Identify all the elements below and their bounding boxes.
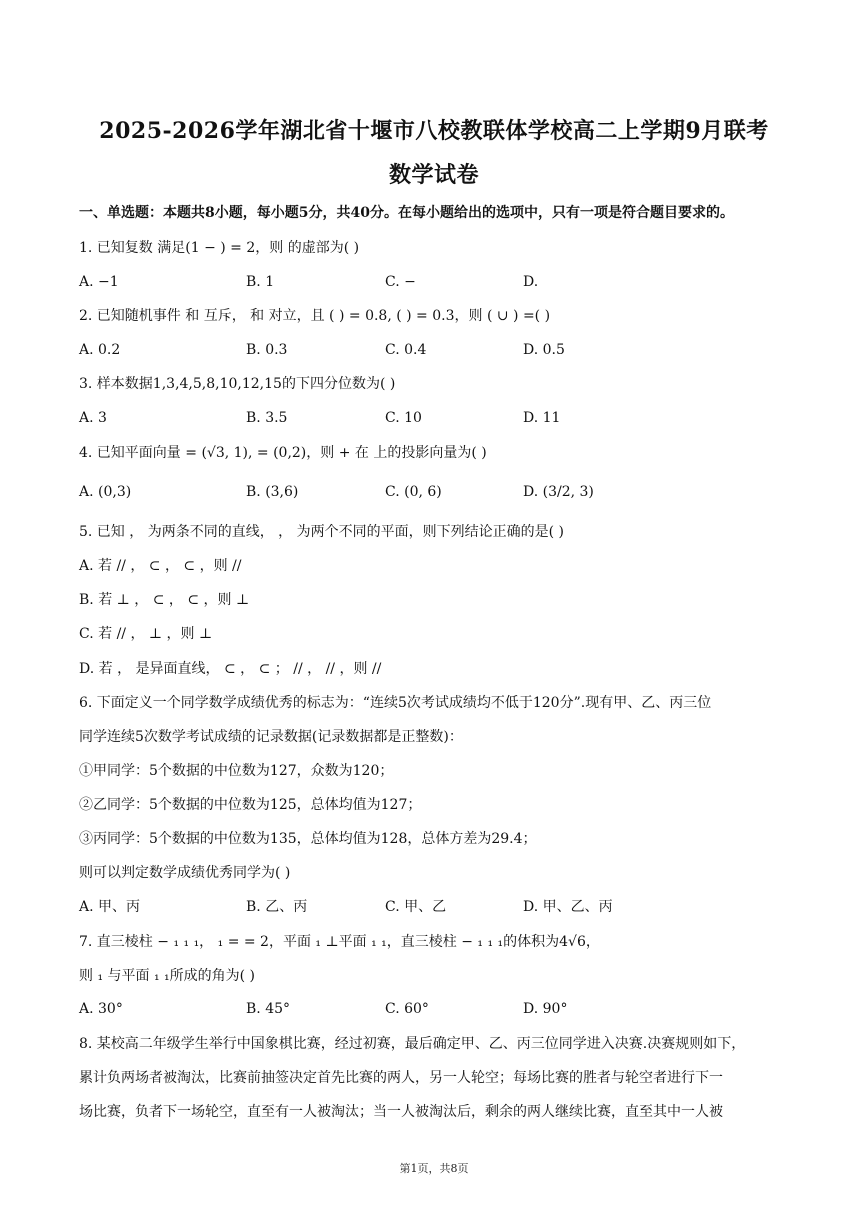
question-5-option-c: C. 若 // ， ⊥ ，则 ⊥ bbox=[79, 626, 213, 642]
option-d: D. 90° bbox=[523, 1001, 568, 1017]
option-c: C. (0, 6) bbox=[385, 484, 442, 500]
exam-subtitle: 数学试卷 bbox=[388, 162, 479, 188]
question-5-option-b: B. 若 ⊥ ， ⊂ ， ⊂ ，则 ⊥ bbox=[79, 592, 250, 608]
question-3-stem: 3. 样本数据1,3,4,5,8,10,12,15的下四分位数为( ) bbox=[79, 376, 396, 392]
question-7-stem-line2: 则 ₁ 与平面 ₁ ₁所成的角为( ) bbox=[79, 968, 256, 984]
option-b: B. 45° bbox=[246, 1001, 291, 1017]
option-c: C. 10 bbox=[385, 410, 422, 426]
option-a: A. (0,3) bbox=[79, 484, 132, 500]
option-c: C. 0.4 bbox=[385, 342, 427, 358]
option-b: B. 0.3 bbox=[246, 342, 288, 358]
question-6-item-3: ③丙同学：5个数据的中位数为135，总体均值为128，总体方差为29.4； bbox=[79, 831, 537, 847]
question-5-option-d: D. 若 ， 是异面直线， ⊂ ， ⊂ ； // ， // ，则 // bbox=[79, 661, 382, 677]
question-2-stem: 2. 已知随机事件 和 互斥， 和 对立，且 ( ) = 0.8, ( ) = 0.3，则 ( ∪ ) =( ) bbox=[79, 308, 551, 324]
option-b: B. 1 bbox=[246, 274, 275, 290]
question-6-stem-line2: 同学连续5次数学考试成绩的记录数据(记录数据都是正整数)： bbox=[79, 729, 463, 745]
option-c: C. 甲、乙 bbox=[385, 899, 447, 915]
option-a: A. 0.2 bbox=[79, 342, 121, 358]
option-d: D. 0.5 bbox=[523, 342, 565, 358]
question-6-item-2: ②乙同学：5个数据的中位数为125，总体均值为127； bbox=[79, 797, 422, 813]
option-d: D. (3/2, 3) bbox=[523, 484, 594, 500]
option-d: D. bbox=[523, 274, 539, 290]
option-a: A. 3 bbox=[79, 410, 107, 426]
question-8-line1: 8. 某校高二年级学生举行中国象棋比赛，经过初赛，最后确定甲、乙、丙三位同学进入决赛.决赛规则如下， bbox=[79, 1036, 746, 1052]
question-7-stem-line1: 7. 直三棱柱 − ₁ ₁ ₁， ₁ = = 2，平面 ₁ ⊥平面 ₁ ₁，直三棱柱 − ₁ ₁ ₁的体积为4√6， bbox=[79, 934, 600, 950]
question-8-line2: 累计负两场者被淘汰，比赛前抽签决定首先比赛的两人，另一人轮空；每场比赛的胜者与轮空者进行下一 bbox=[79, 1070, 723, 1086]
option-b: B. 3.5 bbox=[246, 410, 288, 426]
question-6-stem-line1: 6. 下面定义一个同学数学成绩优秀的标志为：“连续5次考试成绩均不低于120分”.现有甲、乙、丙三位 bbox=[79, 695, 712, 711]
option-a: A. 甲、丙 bbox=[79, 899, 141, 915]
option-d: D. 甲、乙、丙 bbox=[523, 899, 613, 915]
exam-title: 2025-2026学年湖北省十堰市八校教联体学校高二上学期9月联考 bbox=[99, 118, 769, 144]
option-b: B. (3,6) bbox=[246, 484, 299, 500]
page-footer: 第1页，共8页 bbox=[399, 1162, 469, 1175]
question-4-stem: 4. 已知平面向量 = (√3, 1), = (0,2)，则 + 在 上的投影向量为( ) bbox=[79, 445, 487, 461]
option-a: A. 30° bbox=[79, 1001, 123, 1017]
question-6-ask: 则可以判定数学成绩优秀同学为( ) bbox=[79, 865, 291, 881]
option-d: D. 11 bbox=[523, 410, 561, 426]
question-1-stem: 1. 已知复数 满足(1 − ) = 2，则 的虚部为( ) bbox=[79, 240, 360, 256]
option-c: C. − bbox=[385, 274, 416, 290]
question-6-item-1: ①甲同学：5个数据的中位数为127，众数为120； bbox=[79, 763, 394, 779]
question-8-line3: 场比赛，负者下一场轮空，直至有一人被淘汰；当一人被淘汰后，剩余的两人继续比赛，直至其中一人被 bbox=[79, 1104, 723, 1120]
section-heading: 一、单选题：本题共8小题，每小题5分，共40分。在每小题给出的选项中，只有一项是符合题目要求的。 bbox=[79, 205, 734, 221]
option-b: B. 乙、丙 bbox=[246, 899, 308, 915]
option-a: A. −1 bbox=[79, 274, 119, 290]
option-c: C. 60° bbox=[385, 1001, 429, 1017]
question-5-stem: 5. 已知 ， 为两条不同的直线， ， 为两个不同的平面，则下列结论正确的是( ) bbox=[79, 524, 564, 540]
question-5-option-a: A. 若 // ， ⊂ ， ⊂ ，则 // bbox=[79, 558, 242, 574]
